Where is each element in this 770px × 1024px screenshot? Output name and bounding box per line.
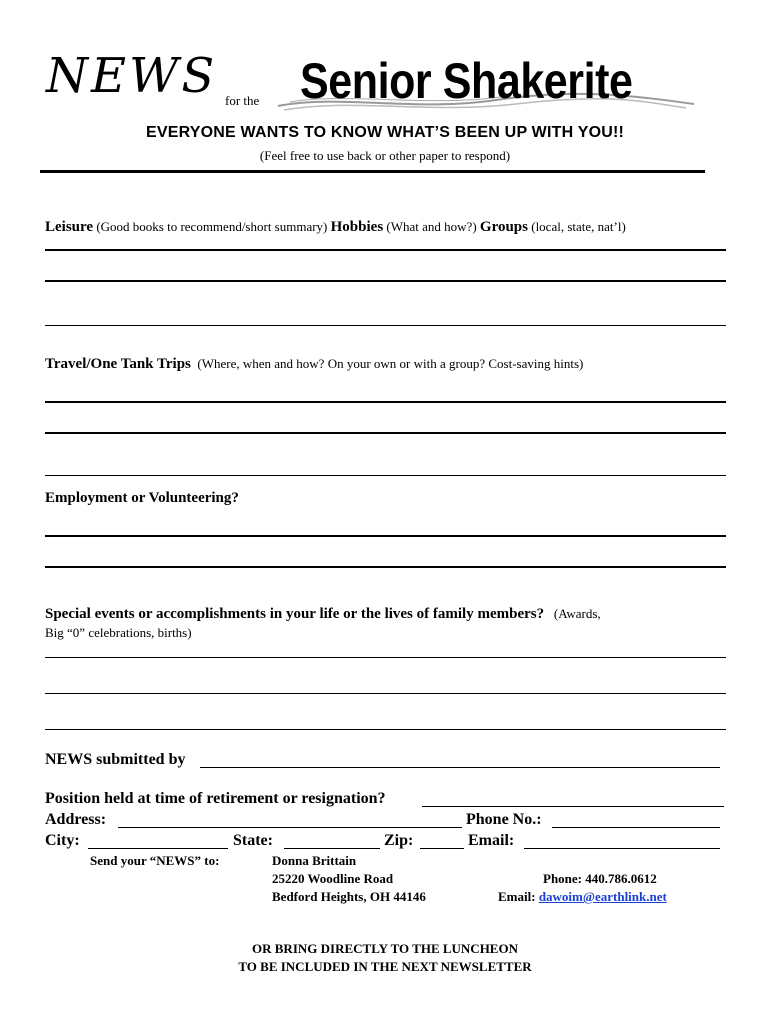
- headline: EVERYONE WANTS TO KNOW WHAT’S BEEN UP WITH YOU!!: [145, 124, 625, 141]
- state-line[interactable]: [284, 848, 380, 849]
- zip-label: Zip:: [384, 832, 414, 849]
- email-line[interactable]: [524, 848, 720, 849]
- answer-line[interactable]: [45, 475, 726, 476]
- send-to-label: Send your “NEWS” to:: [90, 853, 220, 868]
- submitted-by-line[interactable]: [200, 767, 720, 768]
- address-label: Address:: [45, 811, 107, 828]
- travel-label: Travel/One Tank Trips: [45, 356, 191, 372]
- send-to-email-label: Email:: [498, 889, 536, 904]
- leisure-hobbies-groups-prompt: [45, 219, 626, 236]
- leisure-label: Leisure: [45, 219, 94, 235]
- answer-line[interactable]: [45, 432, 726, 434]
- answer-line[interactable]: [45, 535, 726, 537]
- groups-note: (local, state, nat’l): [531, 219, 626, 234]
- footer-line-1: OR BRING DIRECTLY TO THE LUNCHEON: [252, 941, 518, 956]
- special-events-note-cont: Big “0” celebrations, births): [45, 625, 192, 640]
- submitted-by-label: NEWS submitted by: [45, 751, 186, 768]
- answer-line[interactable]: [45, 657, 726, 658]
- answer-line[interactable]: [45, 729, 726, 730]
- special-events-prompt: [45, 606, 601, 623]
- answer-line[interactable]: [45, 325, 726, 326]
- send-to-email-link[interactable]: dawoim@earthlink.net: [538, 889, 667, 904]
- special-events-label: Special events or accomplishments in your life or the lives of family members?: [45, 606, 545, 622]
- answer-line[interactable]: [45, 566, 726, 568]
- send-to-city: Bedford Heights, OH 44146: [272, 889, 426, 904]
- city-label: City:: [45, 832, 80, 849]
- header-rule: [40, 170, 705, 173]
- hobbies-note: (What and how?): [386, 219, 477, 234]
- subheadline: (Feel free to use back or other paper to respond): [259, 148, 511, 163]
- answer-line[interactable]: [45, 249, 726, 251]
- employment-label: Employment or Volunteering?: [45, 490, 239, 506]
- send-to-street: 25220 Woodline Road: [272, 871, 394, 886]
- position-line[interactable]: [422, 806, 724, 807]
- news-title: NEWS: [46, 48, 218, 104]
- answer-line[interactable]: [45, 280, 726, 282]
- state-label: State:: [233, 832, 273, 849]
- zip-line[interactable]: [420, 848, 464, 849]
- travel-note: (Where, when and how? On your own or with a group? Cost-saving hints): [197, 356, 584, 371]
- masthead-title: Senior Shakerite: [300, 53, 633, 109]
- leisure-note: (Good books to recommend/short summary): [96, 219, 328, 234]
- travel-prompt: [45, 356, 583, 373]
- send-to-name: Donna Brittain: [272, 853, 357, 868]
- answer-line[interactable]: [45, 693, 726, 694]
- position-label: Position held at time of retirement or resignation?: [45, 790, 386, 807]
- address-line[interactable]: [118, 827, 462, 828]
- answer-line[interactable]: [45, 401, 726, 403]
- email-label: Email:: [468, 832, 515, 849]
- footer-line-2: TO BE INCLUDED IN THE NEXT NEWSLETTER: [238, 959, 532, 974]
- phone-label: Phone No.:: [466, 811, 542, 828]
- groups-label: Groups: [479, 219, 528, 235]
- special-events-note: (Awards,: [553, 606, 601, 621]
- for-the-text: for the: [225, 93, 260, 108]
- send-to-phone: Phone: 440.786.0612: [543, 871, 657, 886]
- city-line[interactable]: [88, 848, 228, 849]
- phone-line[interactable]: [552, 827, 720, 828]
- hobbies-label: Hobbies: [330, 219, 384, 235]
- send-to-email: [498, 889, 667, 905]
